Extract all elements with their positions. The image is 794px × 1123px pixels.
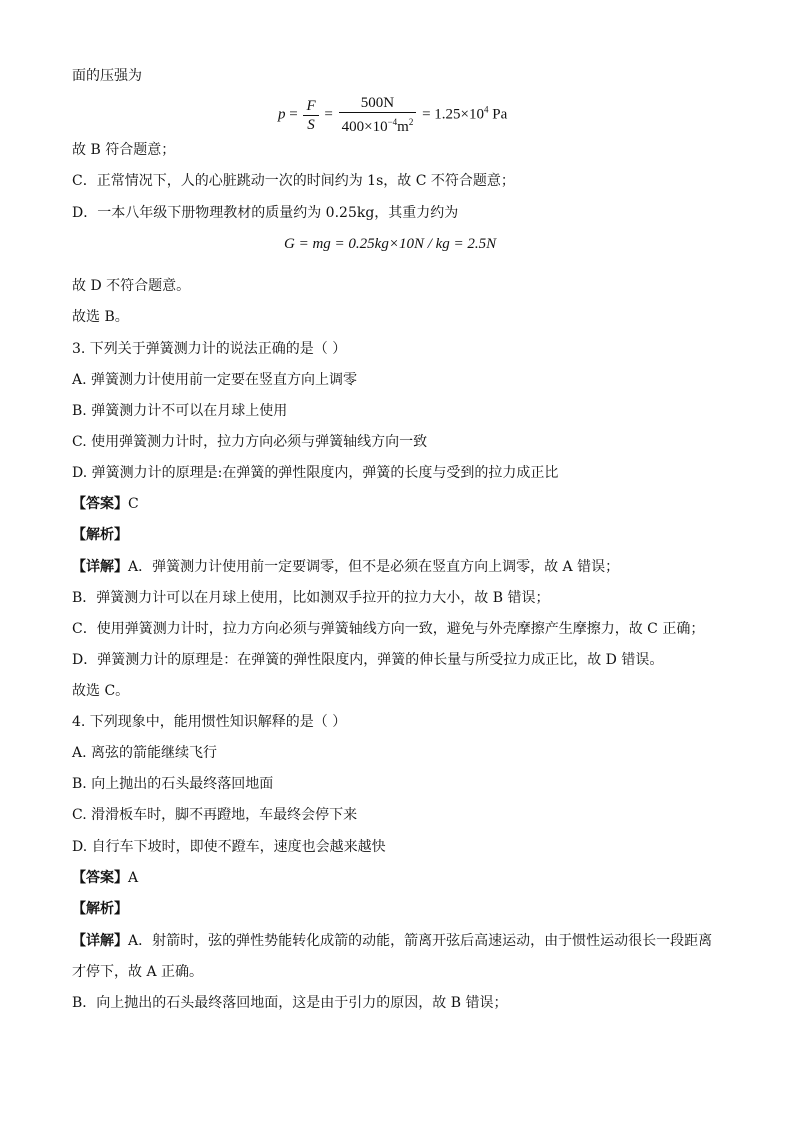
question-3-option-c: C. 使用弹簧测力计时，拉力方向必须与弹簧轴线方向一致 xyxy=(72,434,428,450)
line-d-conclusion: 故 D 不符合题意。 xyxy=(72,278,191,294)
explain-tag: 【详解】 xyxy=(72,933,128,949)
question-3-option-d: D. 弹簧测力计的原理是:在弹簧的弹性限度内，弹簧的长度与受到的拉力成正比 xyxy=(72,465,559,481)
gravity-formula-text: G = mg = 0.25kg×10N / kg = 2.5N xyxy=(284,236,497,252)
answer-value: A xyxy=(128,870,139,886)
question-3-explain-a xyxy=(72,557,619,577)
explain-text: A．射箭时，弦的弹性势能转化成箭的动能，箭离开弦后高速运动，由于惯性运动很长一段距离 xyxy=(128,933,713,949)
denominator-unit: m xyxy=(397,119,409,135)
question-3-explain-d: D．弹簧测力计的原理是：在弹簧的弹性限度内，弹簧的伸长量与所受拉力成正比，故 D 错误。 xyxy=(72,652,664,668)
line-c-heartbeat: C．正常情况下，人的心脏跳动一次的时间约为 1s，故 C 不符合题意； xyxy=(72,173,515,189)
question-4-option-b: B. 向上抛出的石头最终落回地面 xyxy=(72,776,274,792)
answer-value: C xyxy=(128,496,139,512)
denominator-exponent: −4 xyxy=(387,117,398,127)
denominator-base: 400×10 xyxy=(341,119,388,135)
question-4-analysis-tag: 【解析】 xyxy=(72,901,128,917)
fraction-f-over-s xyxy=(303,97,318,134)
answer-tag: 【答案】 xyxy=(72,496,128,512)
question-4-answer xyxy=(72,868,138,888)
question-4-option-d: D. 自行车下坡时，即使不蹬车，速度也会越来越快 xyxy=(72,839,386,855)
formula-equals: = xyxy=(289,106,298,123)
formula-equals: = xyxy=(324,106,333,123)
fraction-denominator: S xyxy=(307,116,315,133)
formula-result: = 1.25×10 xyxy=(422,106,484,123)
question-3-explain-c: C．使用弹簧测力计时，拉力方向必须与弹簧轴线方向一致，避免与外壳摩擦产生摩擦力，故 C 正确； xyxy=(72,621,705,637)
question-4-option-a: A. 离弦的箭能继续飞行 xyxy=(72,745,218,761)
formula-result-unit: Pa xyxy=(492,106,508,123)
question-4-explain-b: B．向上抛出的石头最终落回地面，这是由于引力的原因，故 B 错误； xyxy=(72,995,508,1011)
question-4-option-c: C. 滑滑板车时，脚不再蹬地，车最终会停下来 xyxy=(72,807,358,823)
question-3-option-a: A. 弹簧测力计使用前一定要在竖直方向上调零 xyxy=(72,372,358,388)
question-3-explain-b: B．弹簧测力计可以在月球上使用，比如测双手拉开的拉力大小，故 B 错误； xyxy=(72,590,550,606)
formula-result-exponent: 4 xyxy=(484,104,489,115)
line-b-conclusion: 故 B 符合题意； xyxy=(72,142,176,158)
explain-tag: 【详解】 xyxy=(72,559,128,575)
question-3-stem: 3. 下列关于弹簧测力计的说法正确的是（ ） xyxy=(72,341,347,357)
question-3-choose: 故选 C。 xyxy=(72,683,130,699)
question-4-stem: 4. 下列现象中，能用惯性知识解释的是（ ） xyxy=(72,714,347,730)
denominator-unit-exponent: 2 xyxy=(408,117,414,127)
question-3-analysis-tag: 【解析】 xyxy=(72,527,128,543)
fraction-numerator: 500N xyxy=(339,94,417,113)
answer-tag: 【答案】 xyxy=(72,870,128,886)
gravity-formula xyxy=(284,236,496,253)
question-3-option-b: B. 弹簧测力计不可以在月球上使用 xyxy=(72,403,288,419)
fraction-values xyxy=(339,94,417,136)
fraction-denominator xyxy=(339,113,417,136)
formula-symbol-p: p xyxy=(278,106,286,123)
fraction-numerator: F xyxy=(303,97,318,116)
line-choose-b: 故选 B。 xyxy=(72,309,129,325)
pressure-formula xyxy=(278,94,507,136)
line-pressure-intro: 面的压强为 xyxy=(72,68,142,84)
question-4-explain-a-cont: 才停下，故 A 正确。 xyxy=(72,964,204,980)
question-3-answer xyxy=(72,494,139,514)
question-4-explain-a xyxy=(72,931,712,951)
line-d-textbook: D．一本八年级下册物理教材的质量约为 0.25kg，其重力约为 xyxy=(72,205,459,221)
explain-text: A．弹簧测力计使用前一定要调零，但不是必须在竖直方向上调零，故 A 错误； xyxy=(128,559,620,575)
